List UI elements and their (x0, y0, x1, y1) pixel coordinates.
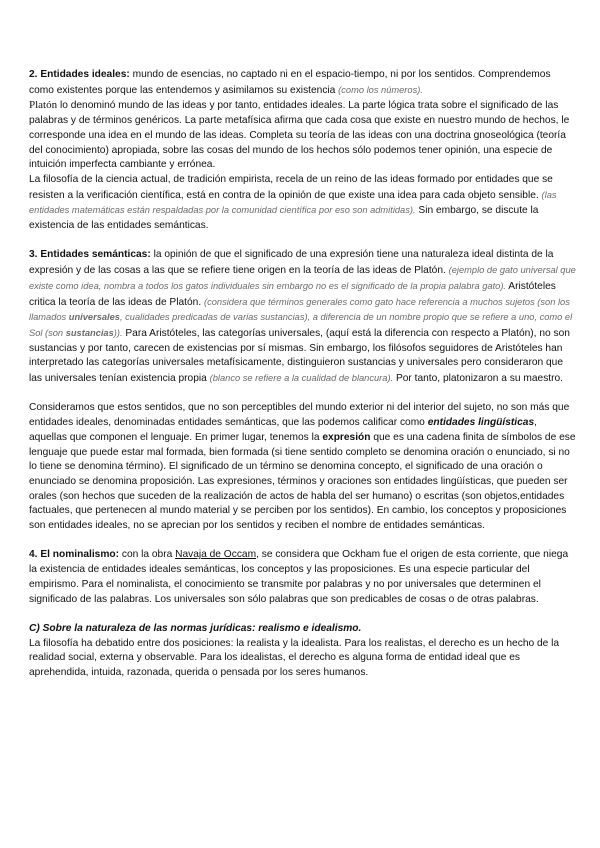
section-4-text: , se considera que Ockham fue el origen de esta corriente, que niega la existencia de entidades ideales semánticas, los conceptos y las proposiciones. Es una especie particular del empirismo. Para el nominalista, el conocimiento se transmite por palabras y no por universales que determinen el significado de las palabras. Los universales son sólo palabras que son predicables de cosas o de otras palabras. (29, 549, 569, 605)
section-4-text: con la obra (119, 549, 176, 561)
spacer (29, 534, 577, 549)
section-4-heading: 4. El nominalismo: (29, 549, 120, 561)
spacer (29, 607, 577, 622)
section-c-heading: C) Sobre la naturaleza de las normas jurídicas: realismo e idealismo. (29, 622, 362, 634)
section-2-paragraph (29, 68, 577, 173)
section-2-note: (como los números). (338, 84, 423, 95)
section-2-paragraph-b (29, 173, 577, 234)
section-3-text: Por tanto, platonizaron a su maestro. (393, 373, 564, 385)
navaja-de-occam-link[interactable]: Navaja de Occam (175, 549, 257, 561)
linguistic-entities-paragraph (29, 401, 577, 533)
paragraph-text: Consideramos que estos sentidos, que no son perceptibles del mundo exterior ni del interior del sujeto, no son más que entidades ideales, denominadas entidades semánticas, que las podemos calificar como (29, 402, 570, 429)
document-page (29, 68, 577, 681)
section-c-paragraph: La filosofía ha debatido entre dos posiciones: la realista y la idealista. Para los realistas, el derecho es un hecho de la realidad social, externa y observable. Para los idealistas, el derecho es alguna forma de entidad ideal que es aprehendida, intuida, razonada, querida o pensada por los seres humanos. (29, 637, 560, 679)
section-3-paragraph (29, 248, 577, 386)
section-3-text: la opinión de que el significado de una expresión tiene una naturaleza ideal distinta de la expresión y de las cosas a las que se refiere tiene origen en la teoría de las ideas de Platón. (29, 249, 554, 277)
paragraph-text: que es una cadena finita de símbolos de ese lenguaje que puede estar mal formada, bien formada (si tiene sentido completo se denomina oración o enunciado, si no lo tiene se denomina término). El significado de un término se denomina concepto, el significado de una oración o enunciado se denomina proposición. Las expresiones, términos y oraciones son entidades lingüísticas, que pueden ser orales (son hechos que suceden de la realización de actos de habla del ser humano) o escritas (son objetos,entidades factuales, que pertenecen al mundo material y se perciben por los sentidos). En cambio, los conceptos y proposiciones son entidades ideales, no se aprecian por los sentidos y reciben el nombre de entidades semánticas. (29, 431, 576, 532)
section-3-text: Aristóteles critica la teoría de las ideas de Platón. (29, 280, 556, 308)
section-3-note: (blanco se refiere a la cualidad de blancura). (209, 373, 394, 384)
spacer (29, 387, 577, 402)
section-3-note: (ejemplo de gato universal que existe como idea, nombra a todos los gatos individuales sin embargo no es el significado de la propia palabra gato). (29, 265, 576, 291)
section-2-text: lo denominó mundo de las ideas y por tanto, entidades ideales. La parte lógica trata sobre el significado de las palabras y de términos genéricos. La parte metafísica afirma que cada cosa que existe en nuestro mundo de hechos, le corresponde una idea en el mundo de las ideas. Completa su teoría de las ideas con una doctrina gnoseológica (teoría del conocimiento) apropiada, sobre las cosas del mundo de los hechos sólo podemos tener opinión, una especie de intuición imperfecta cambiante y errónea. (29, 100, 570, 171)
section-2-text: mundo de esencias, no captado ni en el espacio-tiempo, ni por los sentidos. Comprendemos como existentes porque las entendemos y asimilamos su existencia (29, 69, 551, 96)
paragraph-text: , aquellas que componen el lenguaje. En primer lugar, tenemos la (29, 417, 537, 443)
section-4-paragraph (29, 548, 577, 607)
section-3-text: Para Aristóteles, las categorías universales, (aquí está la diferencia con respecto a Platón), no son sustancias y por tanto, carecen de existencias por sí mismas. Sin embargo, los filósofos seguidores de Aristóteles han interpretado las categorías universales metafísicamente, distinguieron sustancias y universales pero consideraron que las universales tenían existencia propia (29, 327, 570, 385)
section-3-note: (considera que términos generales como gato hace referencia a muchos sujetos (son los llamados universales, cualidades predicadas de varias sustancias), a diferencia de un nombre propio que se refiere a uno, como el Sol (son sustancias)). (29, 296, 573, 338)
entidades-linguisticas-term: entidades lingüísticas (427, 417, 535, 429)
section-2-heading: 2. Entidades ideales: (29, 69, 130, 80)
section-2-text: La filosofía de la ciencia actual, de tradición empirista, recela de un reino de las ideas formado por entidades que se resisten a la verificación científica, está en contra de la opinión de que existe una idea para cada objeto sensible. (29, 173, 553, 201)
section-3-heading: 3. Entidades semánticas: (29, 249, 151, 261)
section-2-note: (las entidades matemáticas están respaldadas por la comunidad científica por eso son admitidas). (29, 189, 557, 216)
expresion-term: expresión (322, 431, 371, 443)
section-2-text: Sin embargo, se discute la existencia de las entidades semánticas. (29, 205, 539, 232)
spacer (29, 234, 577, 249)
sustancias-term: sustancias (65, 327, 114, 338)
universales-term: universales (68, 312, 120, 323)
plato-name: Platón (29, 99, 58, 112)
